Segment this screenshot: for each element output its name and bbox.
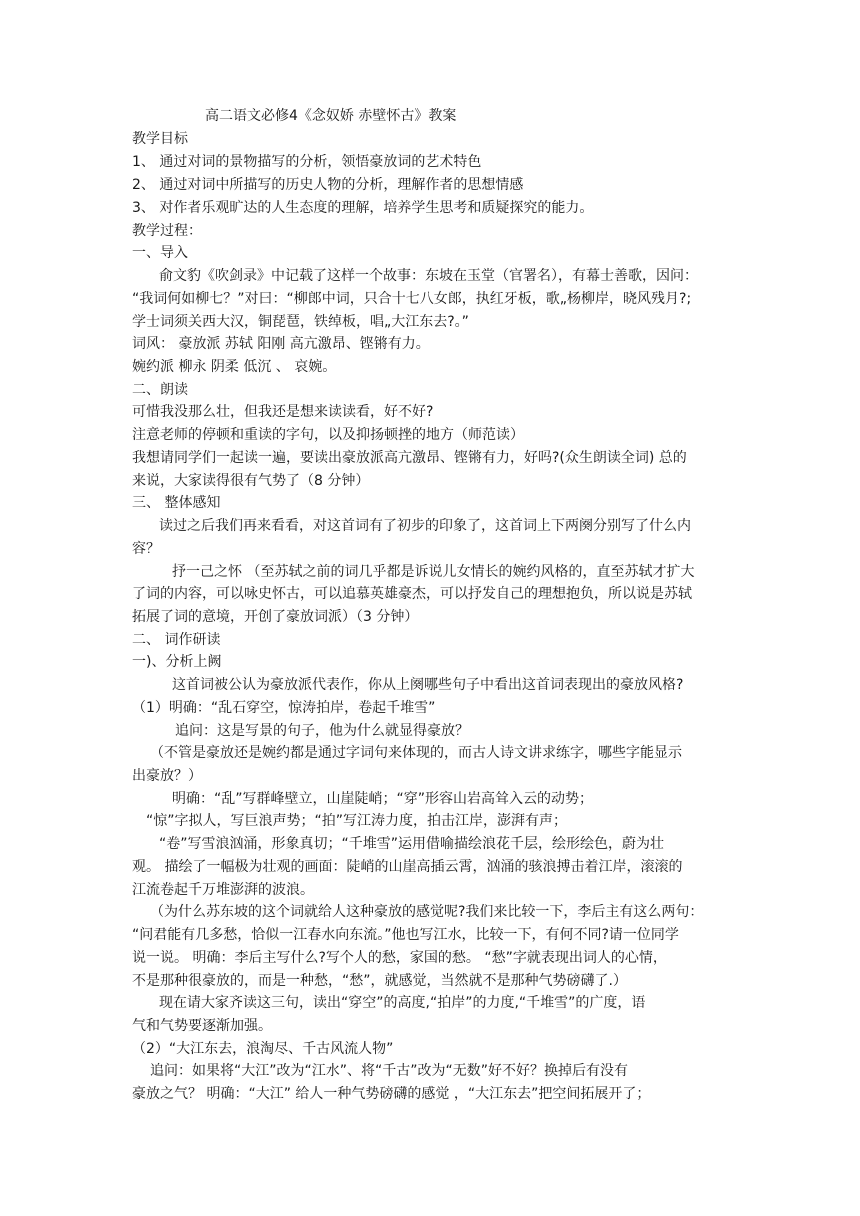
paragraph-line: 抒一己之怀 （至苏轼之前的词几乎都是诉说儿女情长的婉约风格的，直至苏轼才扩大 [172,564,695,580]
section-heading: 一)、分析上阙 [132,654,222,670]
paragraph-line: “惊”字拟人，写巨浪声势；“拍”写江涛力度，拍击江岸，澎湃有声； [146,813,568,829]
paragraph-line: 可惜我没那么壮，但我还是想来读读看，好不好? [132,404,434,420]
paragraph-line: 明确：“乱”写群峰壁立，山崖陡峭；“穿”形容山岩高耸入云的动势； [172,791,594,807]
paragraph-line: 气和气势要逐渐加强。 [132,1018,272,1034]
paragraph-line: 追问：这是写景的句子，他为什么就显得豪放？ [175,723,469,739]
goal-item: 2、 通过对词中所描写的历史人物的分析，理解作者的思想情感 [132,177,524,193]
paragraph-line: 观。 描绘了一幅极为壮观的画面：陡峭的山崖高插云霄，汹涌的骇浪搏击着江岸，滚滚的 [132,859,683,875]
paragraph-line: 来说，大家读得很有气势了（8 分钟） [132,473,370,489]
section-heading: 三、 整体感知 [132,495,221,511]
paragraph-line: 俞文豹《吹剑录》中记载了这样一个故事：东坡在玉堂（官署名），有幕士善歌，因问： [159,268,698,284]
paragraph-line: 江流卷起千万堆澎湃的波浪。 [132,882,314,898]
paragraph-line: （2）“大江东去，浪淘尽、千古风流人物” [132,1041,394,1057]
paragraph-line: 豪放之气？ 明确：“大江” 给人一种气势磅礴的感觉 ，“大江东去”把空间拓展开了； [132,1086,651,1102]
paragraph-line: 词风： 豪放派 苏轼 阳刚 高亢激昂、铿锵有力。 [132,336,430,352]
section-heading: 二、朗读 [132,382,188,398]
goal-item: 1、 通过对词的景物描写的分析，领悟豪放词的艺术特色 [132,154,482,170]
section-heading: 一、导入 [132,245,188,261]
paragraph-line: （1）明确：“乱石穿空，惊涛拍岸，卷起千堆雪” [132,700,436,716]
paragraph-line: “我词何如柳七？”对曰：“柳郎中词，只合十七八女郎，执红牙板，歌„杨柳岸，晓风残月?; [132,291,692,307]
paragraph-line: 追问：如果将“大江”改为“江水”、将“千古”改为“无数”好不好？换掉后有没有 [150,1063,629,1079]
section-heading: 教学目标 [132,131,188,147]
paragraph-line: （为什么苏东坡的这个词就给人这种豪放的感觉呢?我们来比较一下，李后主有这么两句： [150,904,704,920]
paragraph-line: 现在请大家齐读这三句，读出“穿空”的高度,“拍岸”的力度,“千堆雪”的广度，语 [159,995,646,1011]
document-title: 高二语文必修4《念奴娇 赤壁怀古》教案 [205,108,457,124]
paragraph-line: 学士词须关西大汉，铜琵琶，铁绰板，唱„大江东去?。” [132,314,469,330]
goal-item: 3、 对作者乐观旷达的人生态度的理解，培养学生思考和质疑探究的能力。 [132,200,594,216]
paragraph-line: 读过之后我们再来看看，对这首词有了初步的印象了，这首词上下两阕分别写了什么内 [159,518,691,534]
paragraph-line: 拓展了词的意境，开创了豪放词派）（3 分钟） [132,609,419,625]
section-heading: 教学过程： [132,223,202,239]
paragraph-line: 不是那种很豪放的，而是一种愁，“愁”，就感觉，当然就不是那种气势磅礴了.） [132,973,627,989]
paragraph-line: 注意老师的停顿和重读的字句，以及抑扬顿挫的地方（师范读） [132,427,524,443]
paragraph-line: 这首词被公认为豪放派代表作，你从上阕哪些句子中看出这首词表现出的豪放风格? [172,677,684,693]
paragraph-line: （不管是豪放还是婉约都是通过字词句来体现的，而古人诗文讲求练字，哪些字能显示 [150,745,682,761]
paragraph-line: 出豪放？） [132,768,202,784]
paragraph-line: 容？ [132,541,160,557]
paragraph-line: 婉约派 柳永 阴柔 低沉 、 哀婉。 [132,359,337,375]
paragraph-line: “问君能有几多愁，恰似一江春水向东流。”他也写江水，比较一下，有何不同?请一位同学 [132,927,679,943]
section-heading: 二、 词作研读 [132,632,221,648]
paragraph-line: “卷”写雪浪汹涌，形象真切；“千堆雪”运用借喻描绘浪花千层，绘形绘色，蔚为壮 [159,836,665,852]
paragraph-line: 我想请同学们一起读一遍，要读出豪放派高亢激昂、铿锵有力，好吗?(众生朗读全词) 总的 [132,450,687,466]
paragraph-line: 说一说。 明确：李后主写什么?写个人的愁，家国的愁。 “愁”字就表现出词人的心情， [132,950,667,966]
paragraph-line: 了词的内容，可以咏史怀古，可以追慕英雄豪杰，可以抒发自己的理想抱负，所以说是苏轼 [132,586,692,602]
